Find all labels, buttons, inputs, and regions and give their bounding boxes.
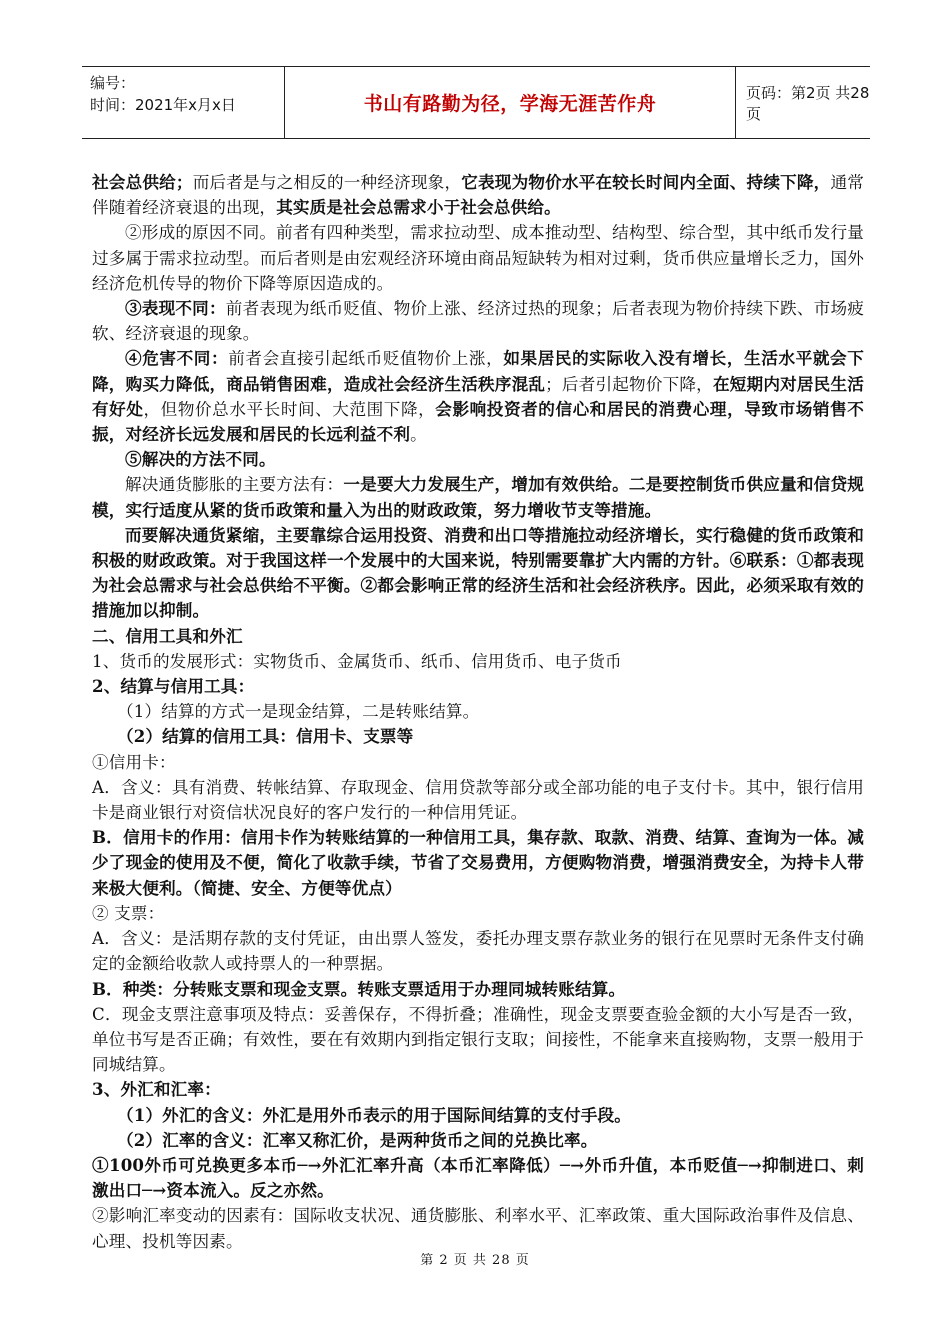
header-page-info: 页码：第2页 共28页: [746, 83, 870, 123]
item-forex-definition: （1）外汇的含义：外汇是用外币表示的用于国际间结算的支付手段。: [117, 1104, 632, 1125]
header-meta: [82, 67, 285, 138]
page-header: [82, 66, 870, 139]
document-number-label: 编号：: [90, 74, 136, 92]
document-time-label: 时间：2021年x月x日: [90, 96, 236, 114]
text-bold: 一是要大力发展生产，增加有效供给。二是要控制货币供应量和信贷规模，实行适度从紧的货币政策和量入为出的财政政策，努力增收节支等措施。: [92, 474, 864, 520]
check-definition: A．含义：是活期存款的支付凭证，由出票人签发，委托办理支票存款业务的银行在见票时无条件支付确定的金额给收款人或持票人的一种票据。: [92, 929, 864, 974]
paragraph-inflation-solutions: [92, 472, 864, 522]
paragraph-causes: ②形成的原因不同。前者有四种类型，需求拉动型、成本推动型、结构型、综合型，其中纸币发行量过多属于需求拉动型。而后者则是由宏观经济环境由商品短缺转为相对过剩，货币供应量增长乏力，国外经济危机传导的物价下降等原因造成的。: [92, 223, 864, 293]
forex-factors: ②影响汇率变动的因素有：国际收支状况、通货膨胀、利率水平、汇率政策、重大国际政治事件及信息、心理、投机等因素。: [92, 1206, 864, 1251]
text-bold: 其实质是社会总需求小于社会总供给。: [276, 197, 561, 218]
paragraph-deflation-definition: [92, 170, 864, 220]
text: ；后者引起物价下降，: [545, 374, 713, 394]
item-currency-forms: 1、货币的发展形式：实物货币、金属货币、纸币、信用货币、电子货币: [92, 651, 622, 671]
item-forex-heading: 3、外汇和汇率：: [92, 1079, 221, 1100]
item-exchange-rate-definition: （2）汇率的含义：汇率又称汇价，是两种货币之间的兑换比率。: [117, 1129, 598, 1150]
paragraph-manifestations: [92, 296, 864, 346]
page-footer: 第 2 页 共 28 页: [420, 1253, 530, 1268]
item-credit-instruments: （2）结算的信用工具：信用卡、支票等: [117, 726, 414, 747]
section-heading-credit-forex: 二、信用工具和外汇: [92, 625, 243, 646]
paragraph-harms: [92, 346, 864, 447]
check-types: B．种类：分转账支票和现金支票。转账支票适用于办理同城转账结算。: [92, 978, 626, 999]
text: 。: [410, 425, 427, 445]
text-bold: ④危害不同：: [125, 348, 229, 369]
check-heading: ② 支票：: [92, 903, 165, 923]
credit-card-heading: ①信用卡：: [92, 752, 176, 772]
text-bold: ③表现不同：: [125, 298, 226, 319]
forex-chain: ①100外币可兑换更多本币─→外汇汇率升高（本币汇率降低）─→外币升值，本币贬值─→抑制进口、刺激出口─→资本流入。反之亦然。: [92, 1154, 864, 1201]
header-motto: 书山有路勤为径，学海无涯苦作舟: [285, 67, 736, 138]
credit-card-definition: A．含义：具有消费、转帐结算、存取现金、信用贷款等部分或全部功能的电子支付卡。其中，银行信用卡是商业银行对资信状况良好的客户发行的一种信用凭证。: [92, 777, 864, 823]
paragraph-deflation-solutions: 而要解决通货紧缩，主要靠综合运用投资、消费和出口等措施拉动经济增长，实行稳健的货币政策和积极的财政政策。对于我国这样一个发展中的大国来说，特别需要靠扩大内需的方针。⑥联系：①都表现为社会总需求与社会总供给不平衡。②都会影响正常的经济生活和社会经济秩序。因此，必须采取有效的措施加以抑制。: [92, 524, 864, 621]
text-bold: 在短期内对居民生活有好处: [92, 373, 864, 419]
paragraph-solutions-heading: ⑤解决的方法不同。: [125, 449, 276, 470]
text: 解决通货膨胀的主要方法有：: [125, 475, 344, 495]
credit-card-function: B．信用卡的作用：信用卡作为转账结算的一种信用工具，集存款、取款、消费、结算、查询为一体。减少了现金的使用及不便，简化了收款手续，节省了交易费用，方便购物消费，增强消费安全，为持卡人带来极大便利。（简捷、安全、方便等优点）: [92, 827, 864, 898]
text-bold: 如果居民的实际收入没有增长，生活水平就会下降，购买力降低，商品销售困难，造成社会经济生活秩序混乱: [92, 348, 864, 394]
text: 通常伴随着经济衰退的出现，: [92, 173, 864, 218]
check-notes: C．现金支票注意事项及特点：妥善保存，不得折叠；准确性，现金支票要查验金额的大小写是否一致，单位书写是否正确；有效性，要在有效期内到指定银行支取；间接性，不能拿来直接购物，支票一般用于同城结算。: [92, 1004, 864, 1075]
text: 前者会直接引起纸币贬值物价上涨，: [228, 349, 504, 369]
text: 而后者是与之相反的一种经济现象，: [192, 173, 462, 192]
text: 前者表现为纸币贬值、物价上涨、经济过热的现象；后者表现为物价持续下跌、市场疲软、经济衰退的现象。: [92, 299, 864, 344]
text-bold: 它表现为物价水平在较长时间内全面、持续下降，: [461, 172, 831, 192]
document-body: [92, 170, 864, 1254]
text: ，但物价总水平长时间、大范围下降，: [143, 399, 436, 419]
item-settlement-methods: （1）结算的方式一是现金结算，二是转账结算。: [117, 702, 480, 722]
text-bold: 社会总供给；: [92, 172, 193, 192]
item-settlement-heading: 2、结算与信用工具：: [92, 676, 255, 697]
text-bold: 会影响投资者的信心和居民的消费心理，导致市场销售不振，对经济长远发展和居民的长远利益不利: [92, 398, 864, 445]
